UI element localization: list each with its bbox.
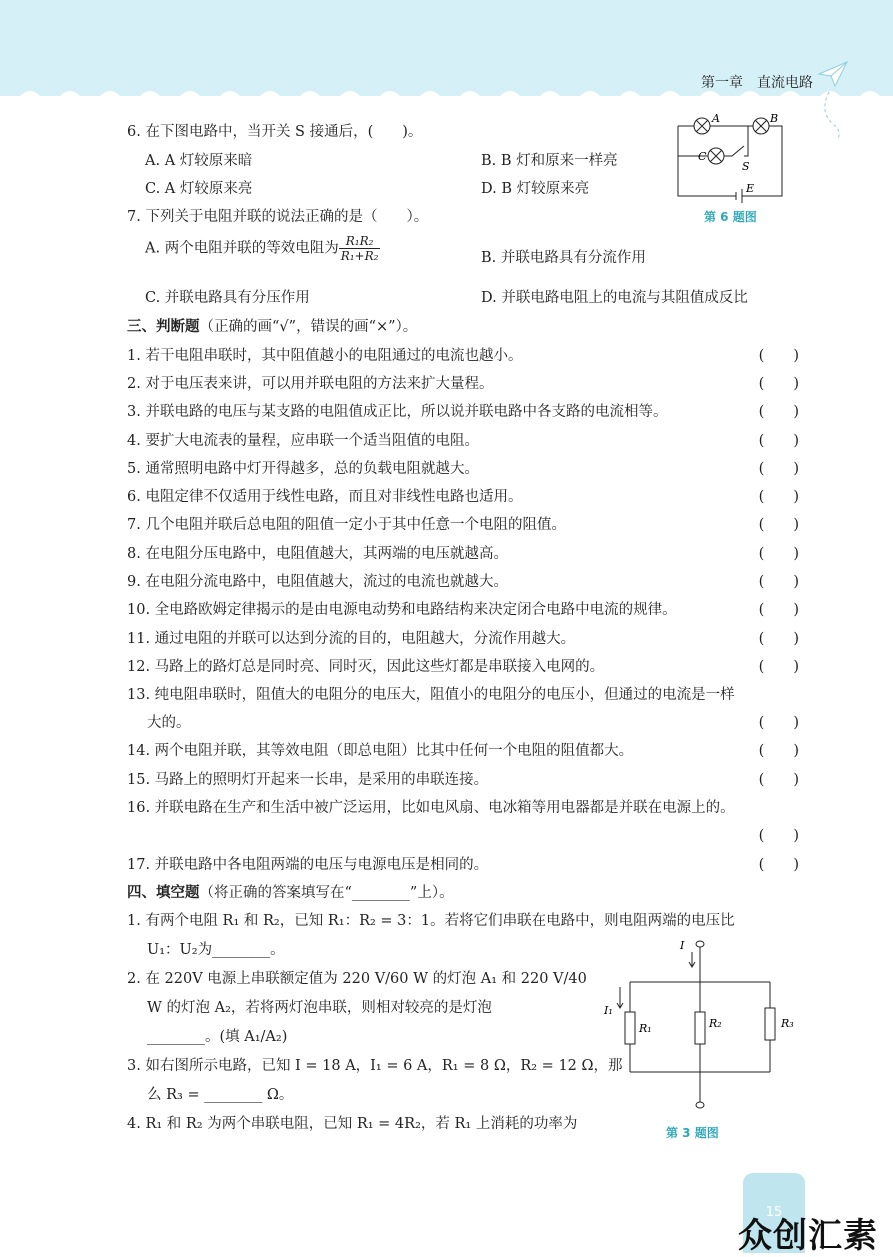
current-i-label: I bbox=[680, 939, 685, 952]
fill-line: 1. 有两个电阻 R₁ 和 R₂，已知 R₁：R₂ = 3：1。若将它们串联在电路中，则电阻两端的电压比 bbox=[127, 913, 735, 929]
switch-s-icon bbox=[724, 146, 744, 156]
answer-paren: ( ) bbox=[758, 659, 799, 675]
q3-figure-caption: 第 3 题图 bbox=[666, 1126, 719, 1140]
section4-heading bbox=[127, 881, 454, 902]
answer-paren: ( ) bbox=[758, 631, 799, 647]
answer-paren: ( ) bbox=[758, 772, 799, 788]
judge-item: 17. 并联电路中各电阻两端的电压与电源电压是相同的。 bbox=[127, 857, 489, 873]
q3-circuit-diagram bbox=[600, 932, 810, 1117]
q7-option-a-text: A. 两个电阻并联的等效电阻为 bbox=[145, 240, 339, 257]
answer-paren: ( ) bbox=[758, 574, 799, 590]
top-terminal-icon bbox=[696, 941, 704, 947]
watermark-text: 众创汇素 bbox=[738, 1216, 878, 1256]
fill-line: 4. R₁ 和 R₂ 为两个串联电阻，已知 R₁ = 4R₂，若 R₁ 上消耗的功率为 bbox=[127, 1116, 578, 1132]
q7-option-a bbox=[145, 234, 380, 263]
answer-paren: ( ) bbox=[758, 546, 799, 562]
q6-circuit-diagram bbox=[664, 112, 794, 212]
q6-option-d: D. B 灯较原来亮 bbox=[481, 181, 590, 197]
section3-heading bbox=[127, 315, 417, 336]
fill-line: 2. 在 220V 电源上串联额定值为 220 V/60 W 的灯泡 A₁ 和 220 V/40 bbox=[127, 971, 587, 987]
fraction-numerator: R₁R₂ bbox=[339, 234, 381, 249]
chapter-heading bbox=[701, 72, 813, 92]
judge-item: 15. 马路上的照明灯开起来一长串，是采用的串联连接。 bbox=[127, 772, 489, 788]
q6-option-c: C. A 灯较原来亮 bbox=[145, 181, 253, 197]
equivalent-resistance-fraction bbox=[339, 234, 381, 263]
fraction-denominator: R₁+R₂ bbox=[340, 249, 379, 263]
answer-paren: ( ) bbox=[758, 743, 799, 759]
resistor-r3-icon bbox=[765, 1008, 775, 1040]
fill-line: 么 R₃ = ________ Ω。 bbox=[147, 1087, 294, 1103]
resistor-r2-icon bbox=[695, 1012, 705, 1044]
lamp-a-label: A bbox=[712, 112, 720, 125]
q7-option-d: D. 并联电路电阻上的电流与其阻值成反比 bbox=[481, 290, 748, 306]
judge-item: 3. 并联电路的电压与某支路的电阻值成正比，所以说并联电路中各支路的电流相等。 bbox=[127, 404, 668, 420]
judge-item: 14. 两个电阻并联，其等效电阻（即总电阻）比其中任何一个电阻的阻值都大。 bbox=[127, 743, 634, 759]
resistor-r1-icon bbox=[625, 1012, 635, 1044]
judge-item: 6. 电阻定律不仅适用于线性电路，而且对非线性电路也适用。 bbox=[127, 489, 523, 505]
judge-item: 9. 在电阻分流电路中，电阻值越大，流过的电流也就越大。 bbox=[127, 574, 508, 590]
judge-item: 1. 若干电阻串联时，其中阻值越小的电阻通过的电流也越小。 bbox=[127, 348, 523, 364]
judge-item: 8. 在电阻分压电路中，电阻值越大，其两端的电压就越高。 bbox=[127, 546, 508, 562]
resistor-r1-label: R₁ bbox=[639, 1022, 652, 1035]
judge-item: 7. 几个电阻并联后总电阻的阻值一定小于其中任意一个电阻的阻值。 bbox=[127, 517, 566, 533]
section4-title: 四、填空题 bbox=[127, 885, 200, 901]
fill-line: W 的灯泡 A₂，若将两灯泡串联，则相对较亮的是灯泡 bbox=[147, 1000, 492, 1016]
answer-paren: ( ) bbox=[758, 517, 799, 533]
judge-item: 2. 对于电压表来讲，可以用并联电阻的方法来扩大量程。 bbox=[127, 376, 494, 392]
answer-paren: ( ) bbox=[758, 376, 799, 392]
emf-e-label: E bbox=[746, 182, 755, 195]
answer-paren: ( ) bbox=[758, 602, 799, 618]
q6-option-a: A. A 灯较原来暗 bbox=[145, 153, 253, 169]
q7-stem: 7. 下列关于电阻并联的说法正确的是（ ）。 bbox=[127, 209, 429, 225]
page-number: 15 bbox=[765, 1205, 783, 1220]
answer-paren: ( ) bbox=[758, 857, 799, 873]
q6-option-b: B. B 灯和原来一样亮 bbox=[481, 153, 618, 169]
judge-item: 10. 全电路欧姆定律揭示的是由电源电动势和电路结构来决定闭合电路中电流的规律。 bbox=[127, 602, 677, 618]
fill-line: 3. 如右图所示电路，已知 I = 18 A，I₁ = 6 A，R₁ = 8 Ω，R₂ = 12 Ω，那 bbox=[127, 1058, 623, 1074]
section4-note: （将正确的答案填写在“________”上）。 bbox=[199, 885, 454, 901]
battery-icon bbox=[736, 189, 742, 203]
answer-paren: ( ) bbox=[758, 828, 799, 844]
resistor-r3-label: R₃ bbox=[781, 1017, 794, 1030]
fill-line: ________。(填 A₁/A₂) bbox=[147, 1029, 288, 1045]
lamp-c-label: C bbox=[698, 150, 707, 163]
switch-s-label: S bbox=[742, 160, 750, 173]
q7-option-c: C. 并联电路具有分压作用 bbox=[145, 290, 310, 306]
judge-item: 11. 通过电阻的并联可以达到分流的目的，电阻越大，分流作用越大。 bbox=[127, 631, 576, 647]
current-i1-label: I₁ bbox=[604, 1004, 613, 1017]
judge-item: 13. 纯电阻串联时，阻值大的电阻分的电压大，阻值小的电阻分的电压小，但通过的电流是一样 bbox=[127, 687, 735, 703]
judge-item: 5. 通常照明电路中灯开得越多，总的负载电阻就越大。 bbox=[127, 461, 479, 477]
paper-plane-icon bbox=[813, 52, 853, 142]
fill-line: U₁：U₂为________。 bbox=[147, 942, 285, 958]
answer-paren: ( ) bbox=[758, 404, 799, 420]
q6-stem: 6. 在下图电路中，当开关 S 接通后，( )。 bbox=[127, 124, 423, 140]
lamp-b-label: B bbox=[770, 112, 779, 125]
section3-note: （正确的画“√”，错误的画“×”）。 bbox=[199, 319, 418, 335]
answer-paren: ( ) bbox=[758, 433, 799, 449]
answer-paren: ( ) bbox=[758, 348, 799, 364]
q7-option-b: B. 并联电路具有分流作用 bbox=[481, 250, 646, 266]
resistor-r2-label: R₂ bbox=[709, 1017, 722, 1030]
answer-paren: ( ) bbox=[758, 715, 799, 731]
chapter-number: 第一章 bbox=[701, 75, 743, 91]
judge-item: 16. 并联电路在生产和生活中被广泛运用，比如电风扇、电冰箱等用电器都是并联在电源上的。 bbox=[127, 800, 735, 816]
answer-paren: ( ) bbox=[758, 461, 799, 477]
q6-figure-caption: 第 6 题图 bbox=[704, 210, 757, 224]
answer-paren: ( ) bbox=[758, 489, 799, 505]
bottom-terminal-icon bbox=[696, 1102, 704, 1108]
chapter-title: 直流电路 bbox=[757, 75, 813, 91]
judge-item: 12. 马路上的路灯总是同时亮、同时灭，因此这些灯都是串联接入电网的。 bbox=[127, 659, 605, 675]
judge-item: 4. 要扩大电流表的量程，应串联一个适当阻值的电阻。 bbox=[127, 433, 479, 449]
section3-title: 三、判断题 bbox=[127, 319, 200, 335]
judge-item-continuation: 大的。 bbox=[147, 715, 191, 731]
